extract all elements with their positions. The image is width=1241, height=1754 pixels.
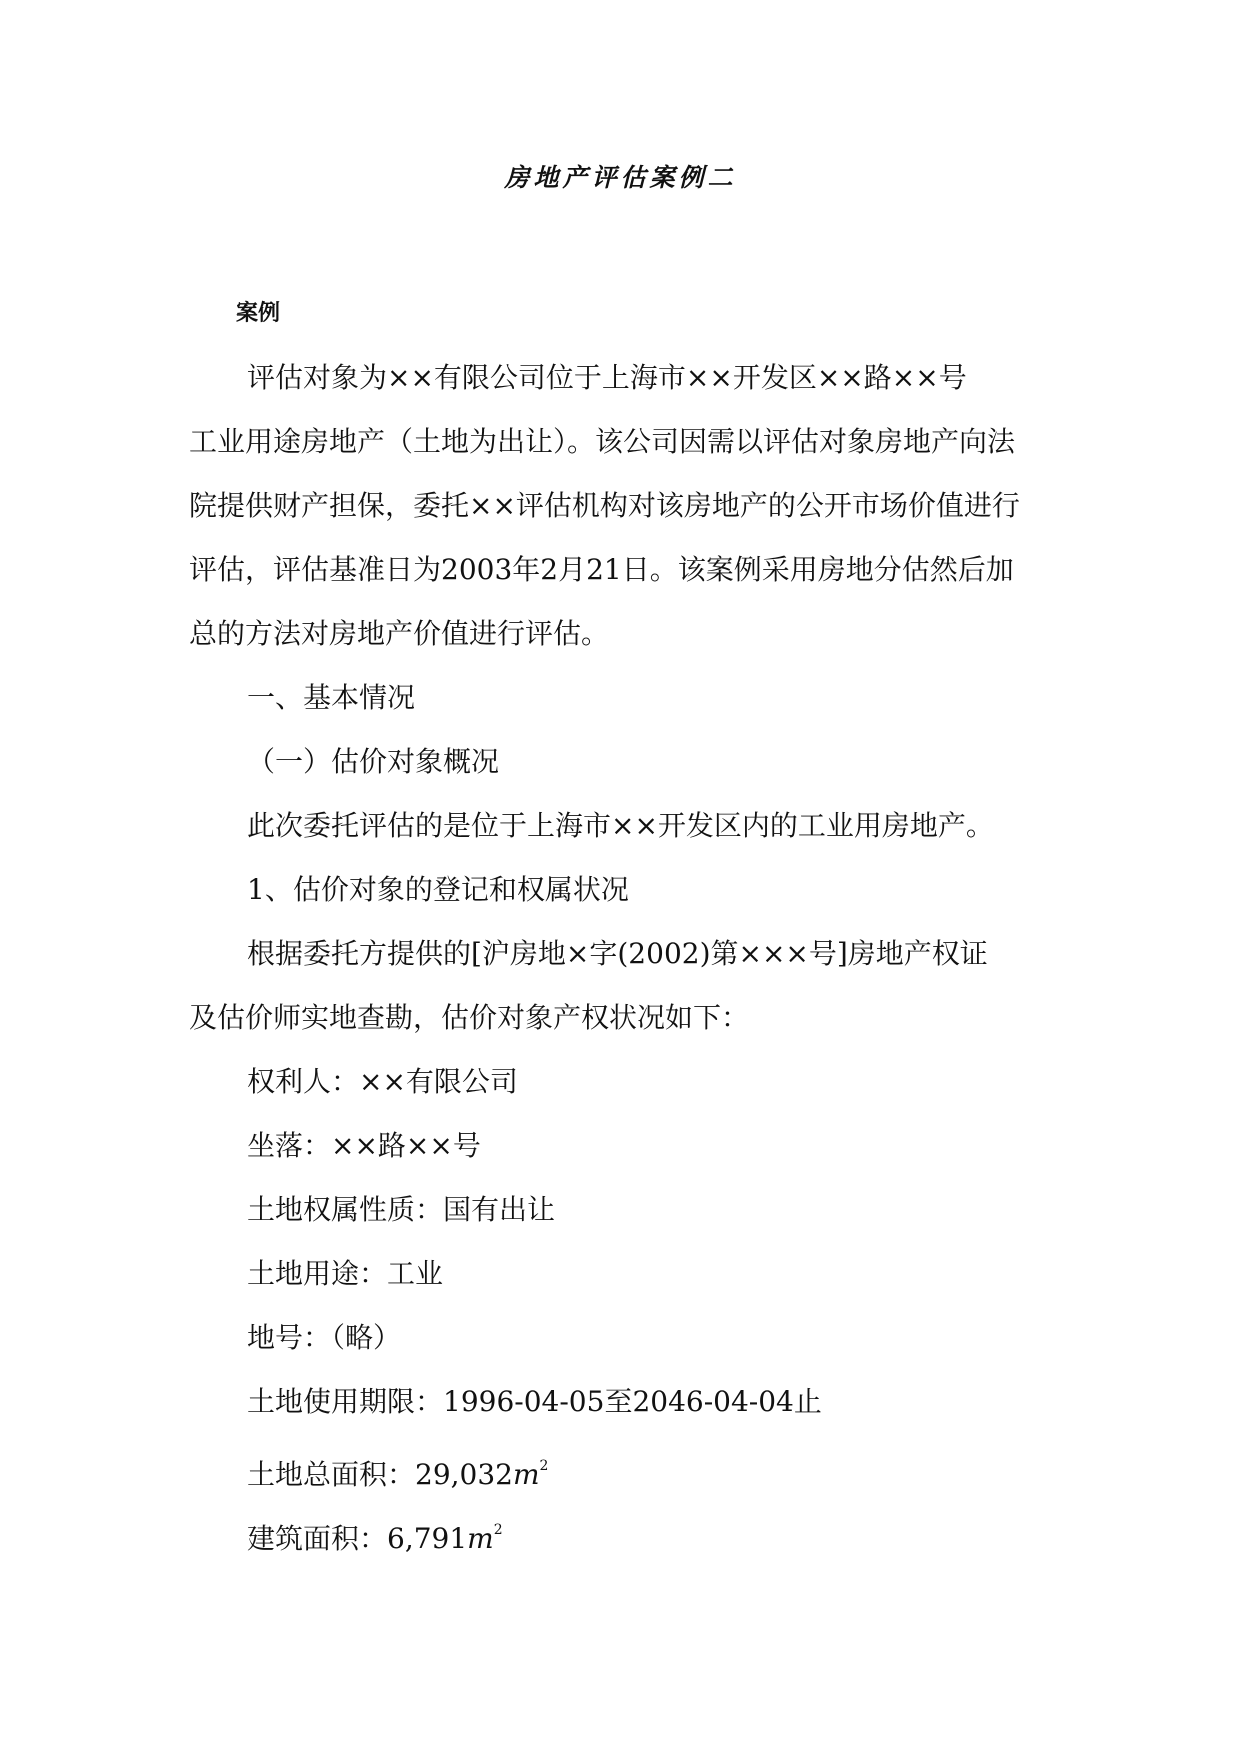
document-title: 房地产评估案例二 xyxy=(504,163,737,192)
area-unit: $m^2$ xyxy=(467,1522,503,1555)
paragraph-line: 评估，评估基准日为2003年2月21日。该案例采用房地分估然后加 xyxy=(189,553,1014,586)
floor-area-label: 建筑面积：6,791 xyxy=(247,1522,468,1555)
field-floor-area xyxy=(247,1510,503,1559)
paragraph-line: 工业用途房地产（土地为出让）。该公司因需以评估对象房地产向法 xyxy=(189,425,1016,458)
field-land-term: 土地使用期限：1996-04-05至2046-04-04止 xyxy=(247,1385,822,1418)
area-unit: $m^2$ xyxy=(512,1458,549,1491)
paragraph-line: 院提供财产担保，委托××评估机构对该房地产的公开市场价值进行 xyxy=(189,489,1020,522)
land-area-label: 土地总面积：29,032 xyxy=(247,1458,513,1491)
section-heading: 一、基本情况 xyxy=(247,681,416,714)
field-land-area xyxy=(247,1446,548,1495)
field-land-use: 土地用途：工业 xyxy=(247,1257,444,1290)
paragraph-line: 总的方法对房地产价值进行评估。 xyxy=(189,617,610,650)
paragraph-line: 评估对象为××有限公司位于上海市××开发区××路××号 xyxy=(247,361,967,394)
field-land-ownership: 土地权属性质：国有出让 xyxy=(247,1193,556,1226)
paragraph-line: 及估价师实地查勘，估价对象产权状况如下： xyxy=(189,1001,750,1034)
case-label: 案例 xyxy=(236,300,281,326)
field-location: 坐落：××路××号 xyxy=(247,1129,481,1162)
paragraph-line: 此次委托评估的是位于上海市××开发区内的工业用房地产。 xyxy=(247,809,994,842)
subsection-heading: （一）估价对象概况 xyxy=(247,745,500,778)
field-lot-number: 地号：（略） xyxy=(247,1321,402,1354)
paragraph-line: 根据委托方提供的[沪房地×字(2002)第×××号]房地产权证 xyxy=(247,937,988,970)
field-owner: 权利人：××有限公司 xyxy=(247,1065,518,1098)
item-heading: 1、估价对象的登记和权属状况 xyxy=(247,873,629,906)
